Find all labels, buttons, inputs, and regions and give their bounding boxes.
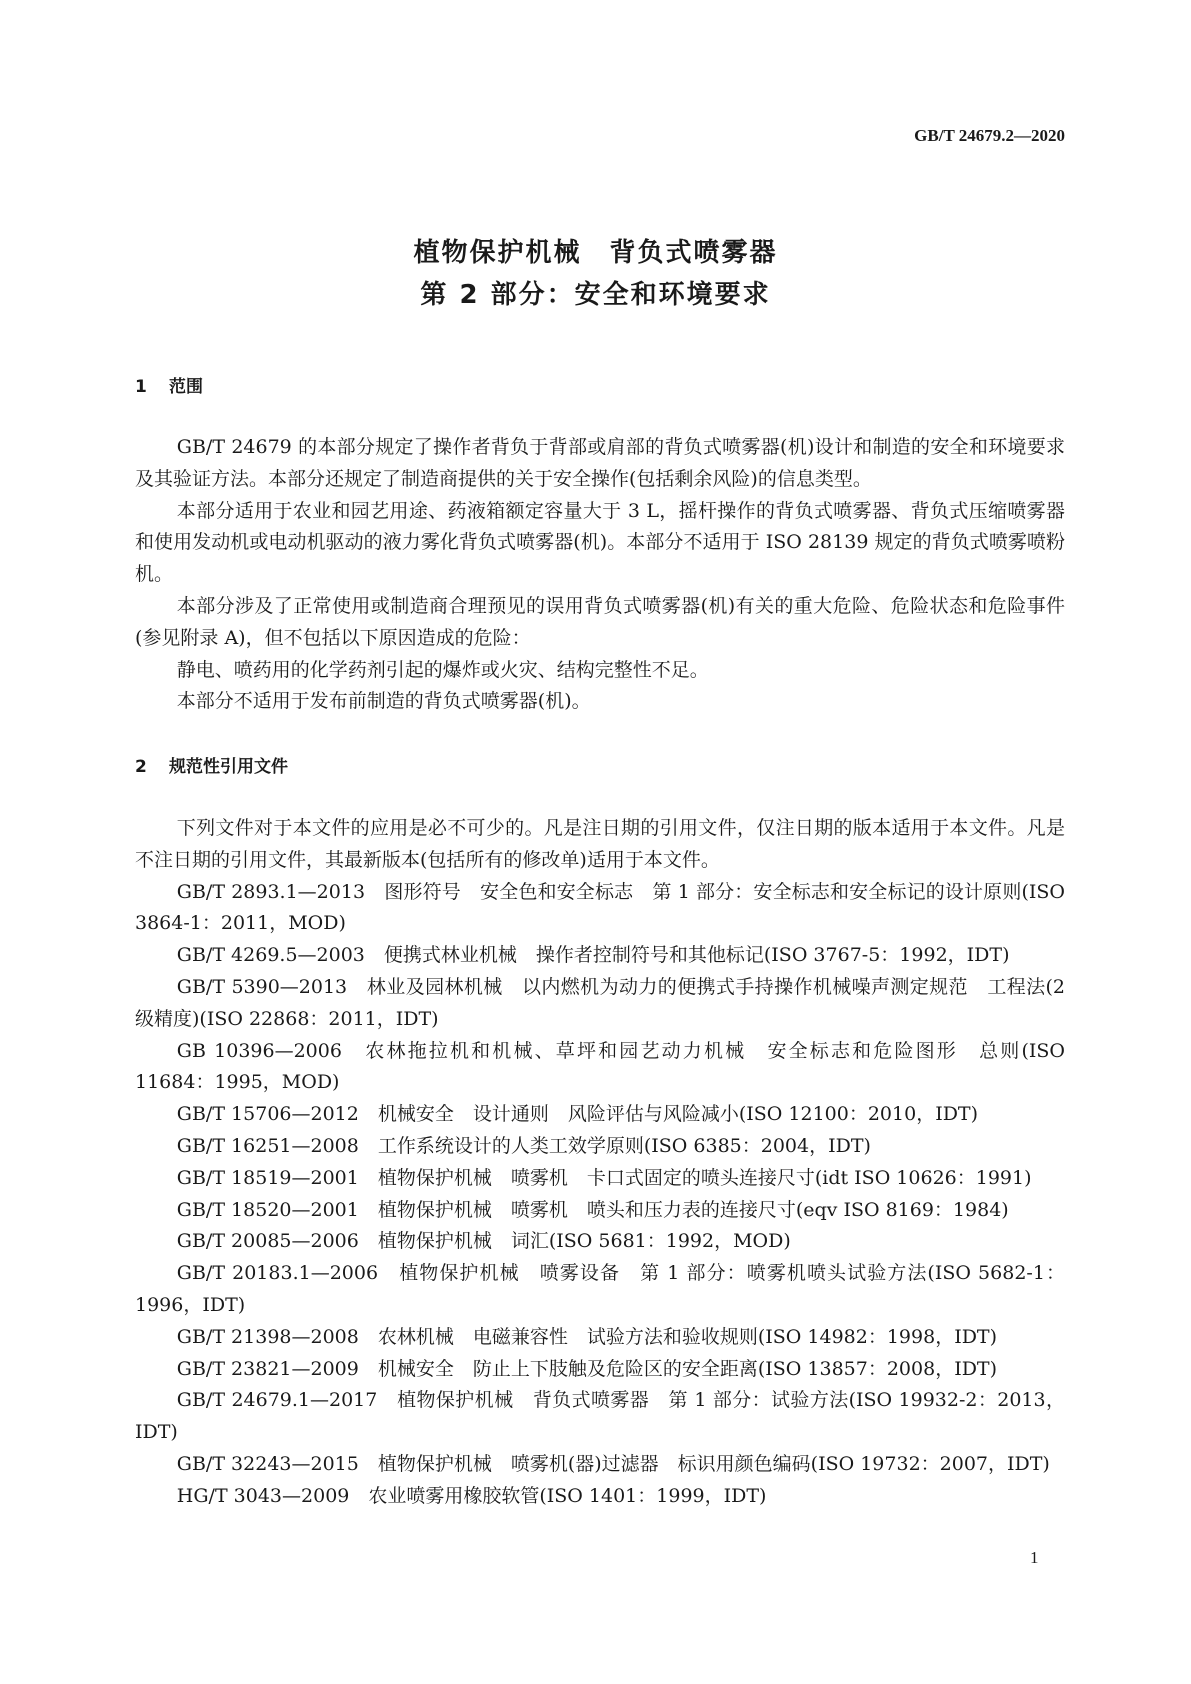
document-title-line1: 植物保护机械 背负式喷雾器 bbox=[413, 238, 778, 268]
section-number: 2 bbox=[135, 757, 147, 777]
standard-number: GB/T 24679.2—2020 bbox=[914, 126, 1065, 145]
paragraph: 本部分不适用于发布前制造的背负式喷雾器(机)。 bbox=[176, 690, 591, 713]
reference-entry: GB/T 5390—2013 林业及园林机械 以内燃机为动力的便携式手持操作机械噪声测定规范 工程法(2 级精度)(ISO 22868：2011，IDT) bbox=[135, 975, 1072, 1030]
reference-entry: GB/T 32243—2015 植物保护机械 喷雾机(器)过滤器 标识用颜色编码(ISO 19732：2007，IDT) bbox=[176, 1452, 1050, 1475]
section-body-scope bbox=[135, 432, 1065, 718]
section-heading-scope bbox=[135, 372, 203, 397]
paragraph: GB/T 24679 的本部分规定了操作者背负于背部或肩部的背负式喷雾器(机)设计和制造的安全和环境要求及其验证方法。本部分还规定了制造商提供的关于安全操作(包括剩余风险)的信息类型。 bbox=[135, 436, 1065, 490]
reference-entry: GB/T 20085—2006 植物保护机械 词汇(ISO 5681：1992，MOD) bbox=[176, 1230, 791, 1253]
reference-entry: GB 10396—2006 农林拖拉机和机械、草坪和园艺动力机械 安全标志和危险图形 总则(ISO 11684：1995，MOD) bbox=[135, 1039, 1072, 1094]
reference-entry: GB/T 18520—2001 植物保护机械 喷雾机 喷头和压力表的连接尺寸(eqv ISO 8169：1984) bbox=[176, 1198, 1009, 1221]
reference-entry: GB/T 15706—2012 机械安全 设计通则 风险评估与风险减小(ISO 12100：2010，IDT) bbox=[176, 1103, 979, 1126]
reference-entry: GB/T 2893.1—2013 图形符号 安全色和安全标志 第 1 部分：安全标志和安全标记的设计原则(ISO 3864-1：2011，MOD) bbox=[135, 880, 1072, 935]
reference-entry: GB/T 24679.1—2017 植物保护机械 背负式喷雾器 第 1 部分：试验方法(ISO 19932-2：2013，IDT) bbox=[135, 1389, 1065, 1444]
reference-entry: HG/T 3043—2009 农业喷雾用橡胶软管(ISO 1401：1999，IDT) bbox=[176, 1484, 767, 1507]
section-number: 1 bbox=[135, 377, 147, 397]
paragraph: 本部分涉及了正常使用或制造商合理预见的误用背负式喷雾器(机)有关的重大危险、危险状态和危险事件(参见附录 A)，但不包括以下原因造成的危险： bbox=[135, 594, 1065, 649]
paragraph: 下列文件对于本文件的应用是必不可少的。凡是注日期的引用文件，仅注日期的版本适用于本文件。凡是不注日期的引用文件，其最新版本(包括所有的修改单)适用于本文件。 bbox=[135, 817, 1065, 871]
paragraph: 本部分适用于农业和园艺用途、药液箱额定容量大于 3 L，摇杆操作的背负式喷雾器、背负式压缩喷雾器和使用发动机或电动机驱动的液力雾化背负式喷雾器(机)。本部分不适用于 ISO 28139 规定的背负式喷雾喷粉机。 bbox=[135, 499, 1065, 586]
paragraph: 静电、喷药用的化学药剂引起的爆炸或火灾、结构完整性不足。 bbox=[176, 658, 709, 681]
page-number: 1 bbox=[1030, 1548, 1039, 1567]
section-heading-normative-references bbox=[135, 752, 288, 777]
reference-entry: GB/T 20183.1—2006 植物保护机械 喷雾设备 第 1 部分：喷雾机喷头试验方法(ISO 5682-1：1996，IDT) bbox=[135, 1262, 1065, 1316]
reference-entry: GB/T 21398—2008 农林机械 电磁兼容性 试验方法和验收规则(ISO 14982：1998，IDT) bbox=[176, 1325, 998, 1348]
reference-entry: GB/T 18519—2001 植物保护机械 喷雾机 卡口式固定的喷头连接尺寸(idt ISO 10626：1991) bbox=[176, 1166, 1032, 1189]
document-title-line2: 第 2 部分：安全和环境要求 bbox=[420, 280, 771, 310]
section-title: 规范性引用文件 bbox=[169, 757, 288, 777]
section-title: 范围 bbox=[169, 377, 203, 397]
section-body-normative-references bbox=[135, 813, 1072, 1513]
reference-entry: GB/T 4269.5—2003 便携式林业机械 操作者控制符号和其他标记(ISO 3767-5：1992，IDT) bbox=[176, 944, 1010, 967]
reference-entry: GB/T 16251—2008 工作系统设计的人类工效学原则(ISO 6385：2004，IDT) bbox=[176, 1134, 871, 1157]
reference-entry: GB/T 23821—2009 机械安全 防止上下肢触及危险区的安全距离(ISO 13857：2008，IDT) bbox=[176, 1357, 998, 1380]
